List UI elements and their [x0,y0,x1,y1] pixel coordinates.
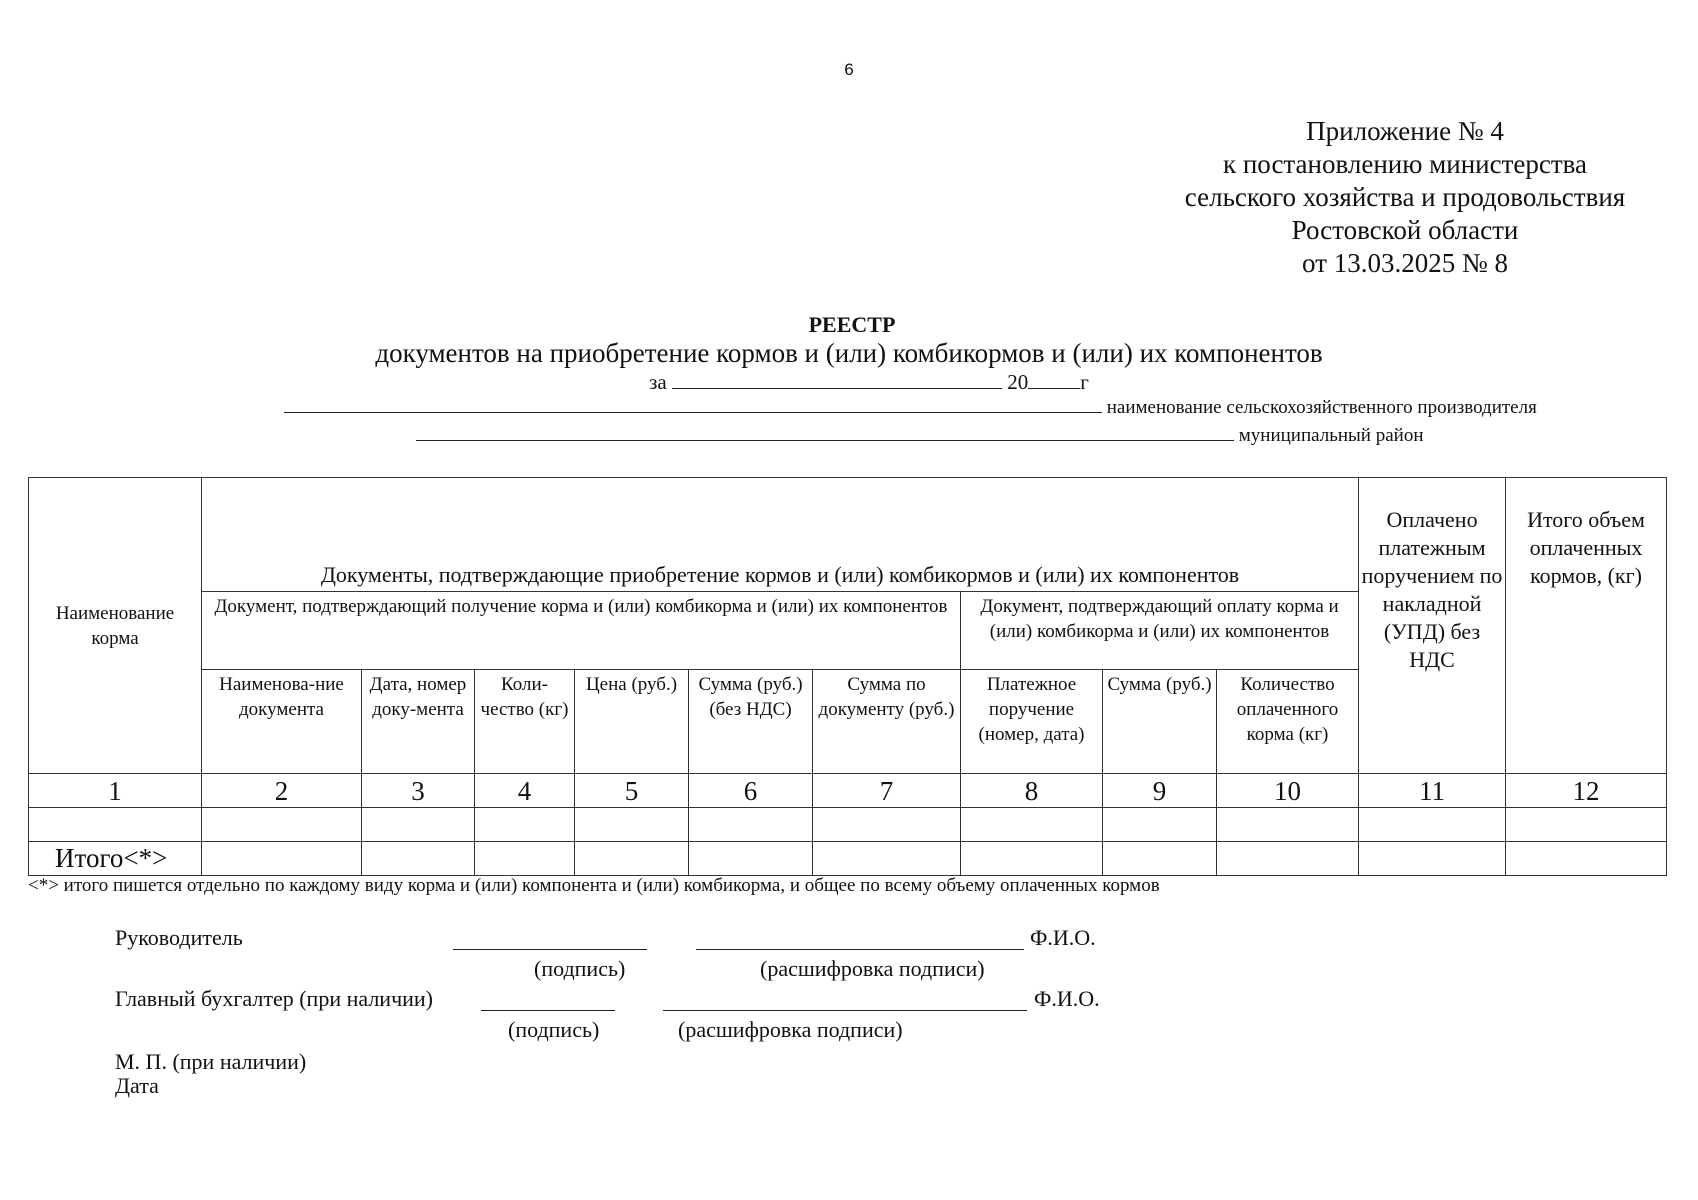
column-number-row [29,774,1667,808]
accountant-signature-caption: (подпись) [508,1017,600,1042]
district-line [416,424,1423,447]
head-decoding-line[interactable] [696,949,1024,950]
table-cell[interactable] [1217,842,1359,876]
header-receipt-document: Документ, подтверждающий получение корма и (или) комбикорма и (или) их компонентов [202,592,961,670]
year-suffix: г [1080,370,1089,394]
column-number: 9 [1103,774,1217,808]
column-number: 12 [1506,774,1667,808]
district-blank [416,424,1234,441]
total-label: Итого<*> [29,842,202,876]
header-sum-no-vat: Сумма (руб.) (без НДС) [689,670,813,774]
header-document-name: Наименова-ние документа [202,670,362,774]
table-cell[interactable] [362,808,475,842]
table-cell[interactable] [961,842,1103,876]
header-feed-name: Наименование корма [29,478,202,774]
header-payment-order: Платежное поручение (номер, дата) [961,670,1103,774]
header-price: Цена (руб.) [575,670,689,774]
table-cell[interactable] [689,808,813,842]
table-cell[interactable] [961,808,1103,842]
header-quantity: Коли-чество (кг) [475,670,575,774]
column-number: 11 [1359,774,1506,808]
column-number: 2 [202,774,362,808]
page-number: 6 [844,60,854,79]
producer-line [284,396,1537,419]
accountant-decoding-caption: (расшифровка подписи) [678,1017,903,1042]
column-number: 1 [29,774,202,808]
producer-blank [284,396,1102,413]
table-cell[interactable] [29,808,202,842]
header-documents-group: Документы, подтверждающие приобретение кормов и (или) комбикормов и (или) их компонентов [202,478,1359,592]
appendix-line-4: Ростовской области [1291,215,1519,245]
table-cell[interactable] [202,808,362,842]
total-row [29,842,1667,876]
document-subtitle: документов на приобретение кормов и (или) комбикормов и (или) их компонентов [375,338,1323,368]
appendix-line-2: к постановлению министерства [1222,149,1588,179]
accountant-signature-line[interactable] [481,1010,615,1011]
column-number: 8 [961,774,1103,808]
head-fio: Ф.И.О. [1030,925,1096,950]
appendix-line-3: сельского хозяйства и продовольствия [1184,182,1626,212]
table-cell[interactable] [813,842,961,876]
head-decoding-caption: (расшифровка подписи) [760,956,985,981]
table-cell[interactable] [575,842,689,876]
accountant-label: Главный бухгалтер (при наличии) [115,986,434,1011]
date-label: Дата [115,1073,159,1098]
table-cell[interactable] [1506,808,1667,842]
header-payment-document: Документ, подтверждающий оплату корма и (или) комбикорма и (или) их компонентов [961,592,1359,670]
head-label: Руководитель [115,925,243,950]
table-cell[interactable] [1506,842,1667,876]
column-number: 7 [813,774,961,808]
document-title-block [0,312,1698,396]
year-prefix: 20 [1007,370,1029,394]
accountant-fio: Ф.И.О. [1034,986,1100,1011]
column-number: 3 [362,774,475,808]
appendix-block [1130,115,1680,280]
document-title: РЕЕСТР [808,312,896,337]
table-cell[interactable] [475,842,575,876]
header-total-volume: Итого объем оплаченных кормов, (кг) [1506,478,1667,774]
table-cell[interactable] [689,842,813,876]
table-cell[interactable] [575,808,689,842]
header-sum-by-document: Сумма по документу (руб.) [813,670,961,774]
year-blank [1028,368,1080,389]
appendix-line-5: от 13.03.2025 № 8 [1302,248,1508,278]
period-line [20,368,1698,396]
footnote: <*> итого пишется отдельно по каждому виду корма и (или) компонента и (или) комбикорма, и общее по всему объему оплаченных кормов [28,875,1160,896]
stamp-label: М. П. (при наличии) [115,1049,307,1074]
table-cell[interactable] [1217,808,1359,842]
table-cell[interactable] [813,808,961,842]
head-signature-caption: (подпись) [534,956,626,981]
column-number: 5 [575,774,689,808]
district-label: муниципальный район [1238,425,1424,446]
accountant-decoding-line[interactable] [663,1010,1027,1011]
header-paid-by-order: Оплачено платежным поручением по накладной (УПД) без НДС [1359,478,1506,774]
column-number: 6 [689,774,813,808]
column-number: 4 [475,774,575,808]
table-cell[interactable] [1359,842,1506,876]
column-number: 10 [1217,774,1359,808]
producer-label: наименование сельскохозяйственного производителя [1106,397,1537,418]
table-cell[interactable] [202,842,362,876]
appendix-line-1: Приложение № 4 [1306,116,1504,146]
table-cell[interactable] [1103,842,1217,876]
header-payment-sum: Сумма (руб.) [1103,670,1217,774]
table-cell[interactable] [1103,808,1217,842]
head-signature-line[interactable] [453,949,647,950]
header-paid-quantity: Количество оплаченного корма (кг) [1217,670,1359,774]
register-table [28,477,1667,876]
header-date-number: Дата, номер доку-мента [362,670,475,774]
period-prefix: за [649,370,667,394]
table-row [29,808,1667,842]
table-cell[interactable] [475,808,575,842]
table-cell[interactable] [1359,808,1506,842]
period-blank [672,368,1002,389]
table-cell[interactable] [362,842,475,876]
